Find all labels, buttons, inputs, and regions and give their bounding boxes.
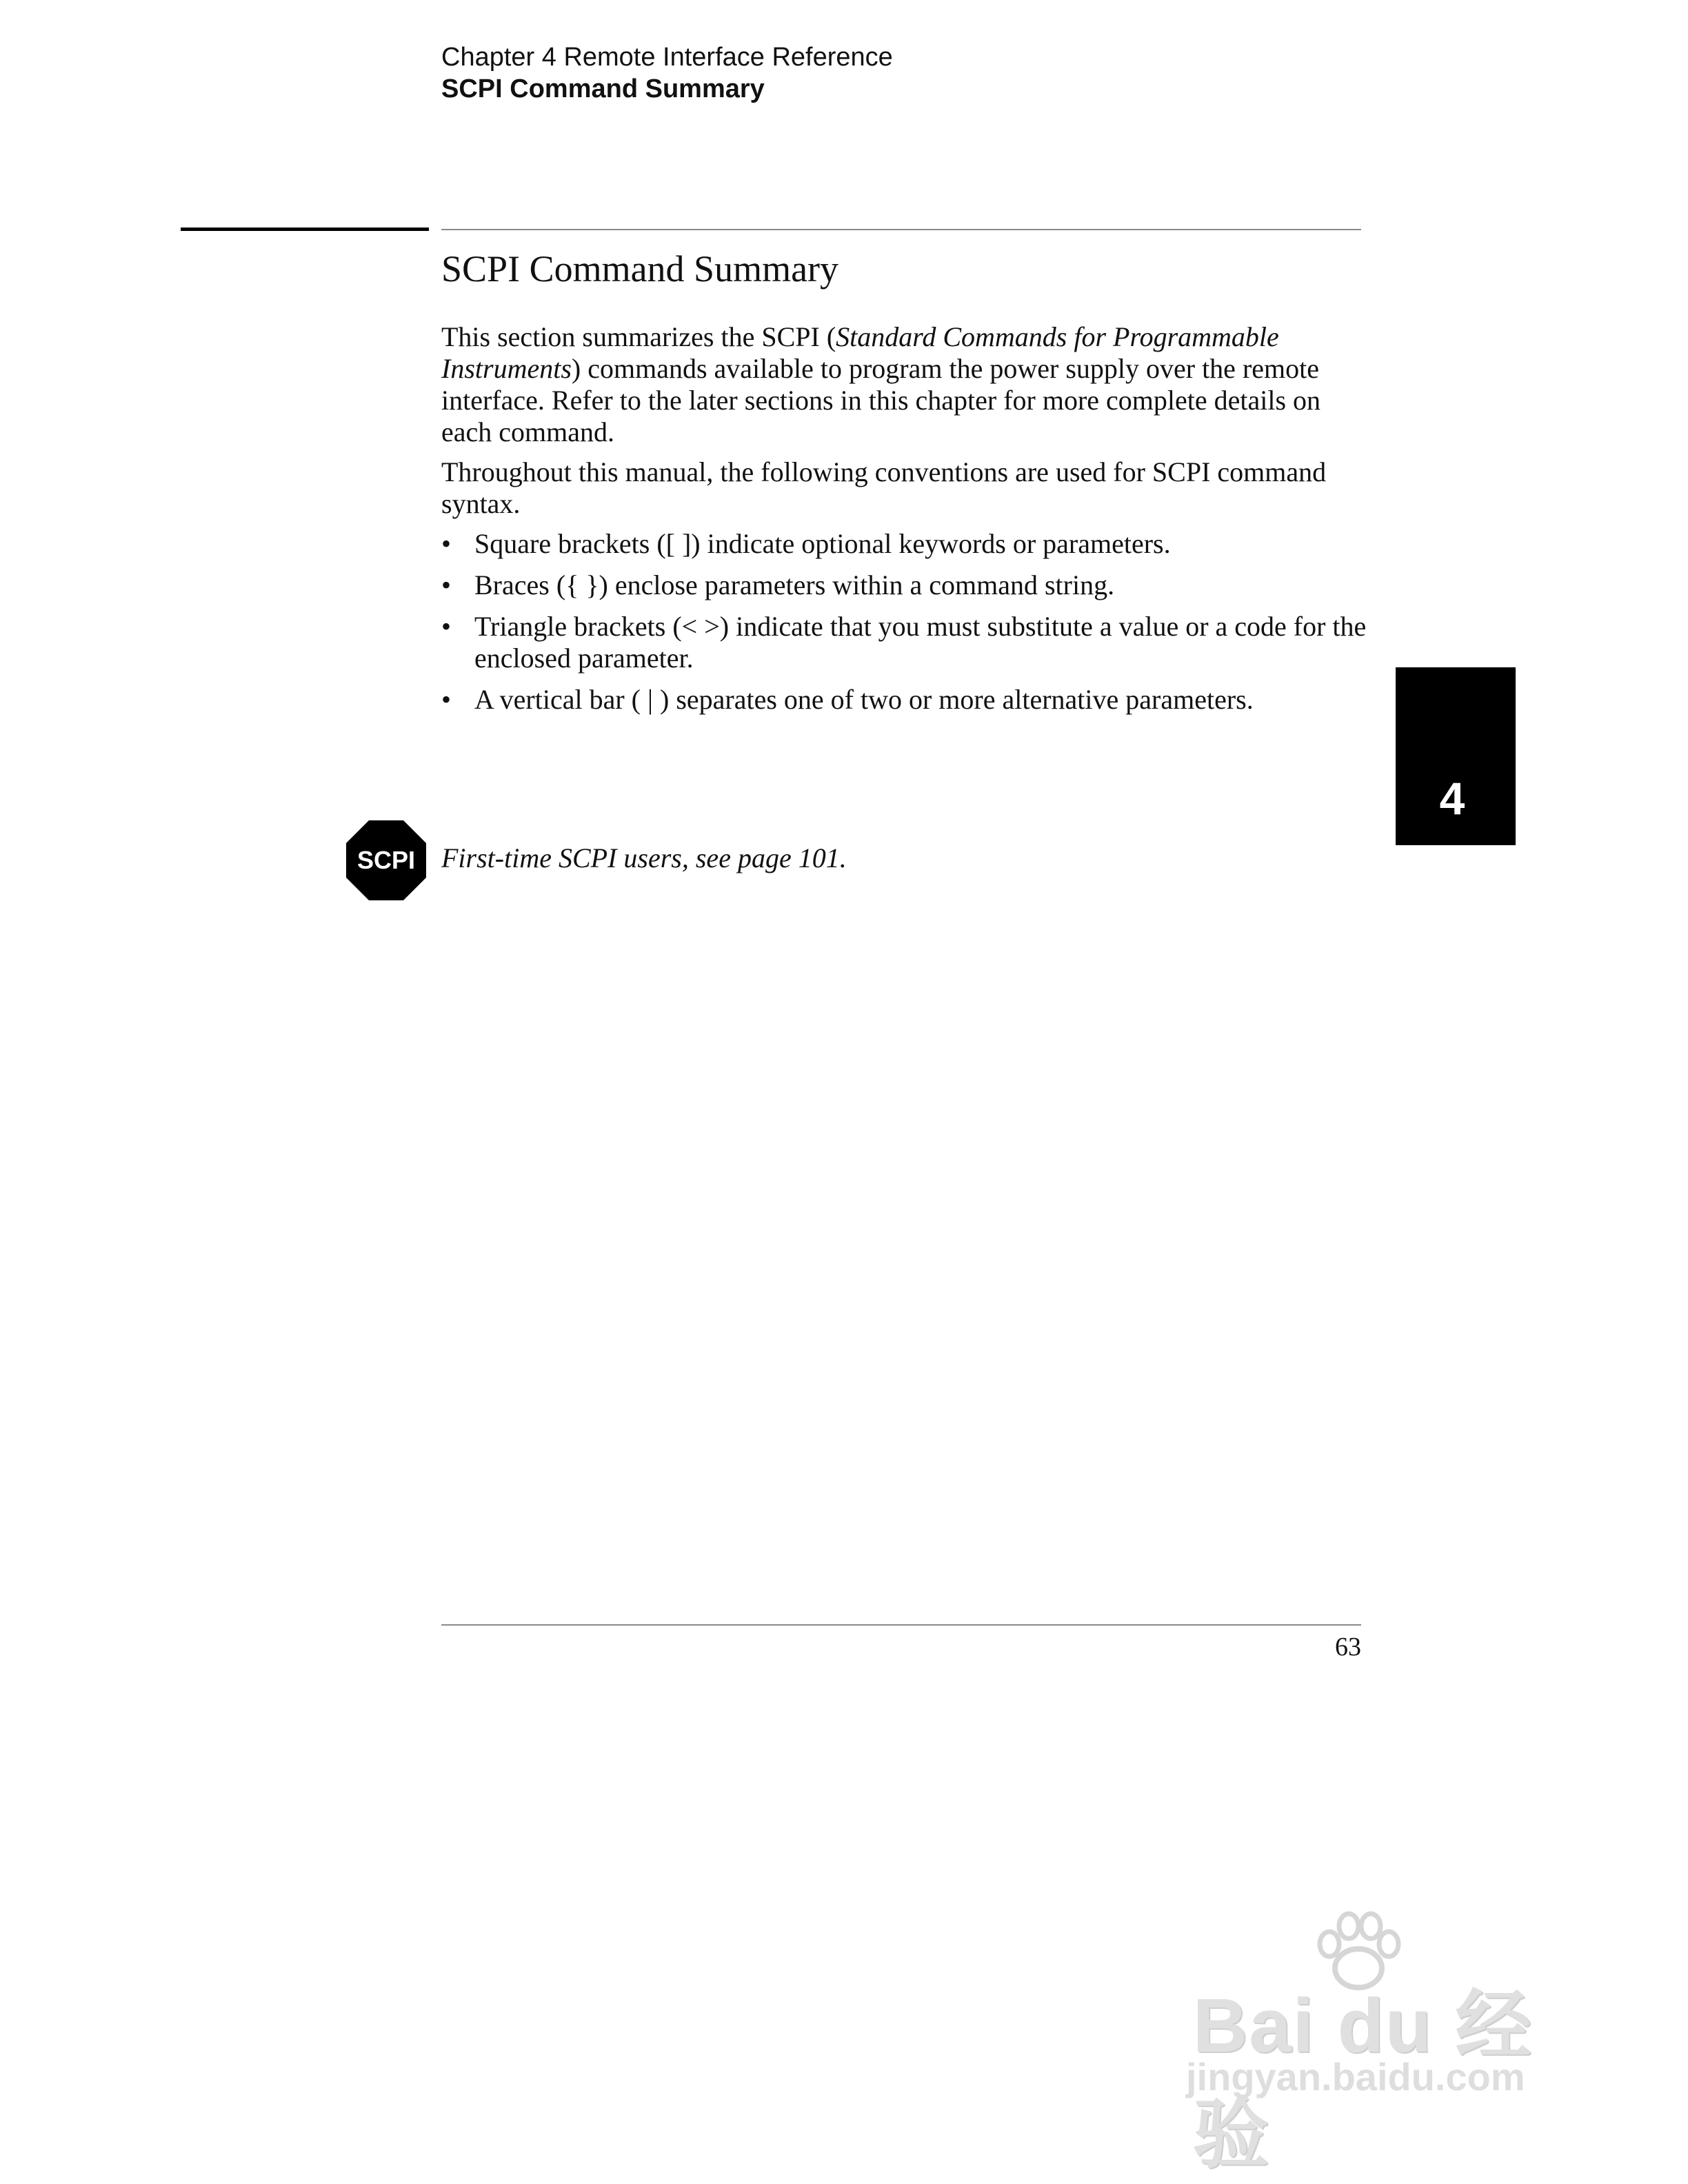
list-item (441, 684, 1372, 716)
chapter-thumb-tab (1396, 667, 1516, 845)
watermark-logo: Bai du 经验 (1193, 1983, 1533, 2177)
list-item-text: A vertical bar ( | ) separates one of two or more alternative parameters. (474, 684, 1254, 715)
bullet-icon: • (441, 684, 452, 715)
conventions-paragraph: Throughout this manual, the following conventions are used for SCPI command syntax. (441, 456, 1327, 519)
section-title: SCPI Command Summary (441, 248, 839, 290)
scpi-stop-sign-icon (345, 819, 428, 902)
bullet-icon: • (441, 569, 452, 600)
conventions-list (441, 528, 1372, 716)
list-item-text: Triangle brackets (< >) indicate that you must substitute a value or a code for the enclosed parameter. (474, 611, 1367, 674)
list-item-text: Braces ({ }) enclose parameters within a command string. (474, 569, 1115, 600)
baidu-watermark (1165, 1910, 1593, 2177)
chapter-tab-number: 4 (1439, 773, 1465, 824)
running-header-section: SCPI Command Summary (441, 74, 765, 103)
list-item-text: Square brackets ([ ]) indicate optional keywords or parameters. (474, 528, 1171, 559)
section-rule-thick (181, 228, 429, 231)
list-item (441, 611, 1372, 674)
bullet-icon: • (441, 611, 452, 642)
intro-suffix: ) commands available to program the power supply over the remote interface. Refer to the later sections in this chapter for more complete details on each command. (441, 353, 1321, 447)
bullet-icon: • (441, 528, 452, 559)
body-text (441, 321, 1372, 725)
intro-paragraph (441, 321, 1372, 448)
watermark-url: jingyan.baidu.com (1186, 2055, 1525, 2099)
list-item (441, 569, 1372, 601)
list-item (441, 528, 1372, 560)
running-header-chapter: Chapter 4 Remote Interface Reference (441, 43, 893, 72)
intro-italic: Standard Commands for Programmable Instruments (441, 321, 1279, 384)
scpi-note: First-time SCPI users, see page 101. (441, 842, 847, 873)
footer-rule (441, 1624, 1361, 1626)
page-number: 63 (1335, 1632, 1361, 1661)
section-rule-thin (441, 229, 1361, 230)
intro-prefix: This section summarizes the SCPI ( (441, 321, 836, 352)
scpi-badge-text: SCPI (356, 846, 416, 874)
